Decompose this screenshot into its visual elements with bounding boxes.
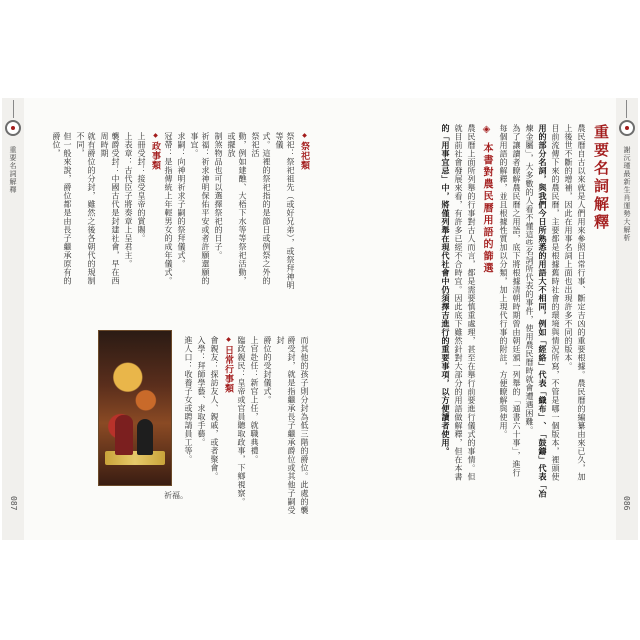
entry-line: 襲爵受封：中國古代是封建社會，早在西周時期: [100, 132, 120, 285]
entry-line: 爵位的受封儀式。: [263, 336, 272, 404]
worshipper-figure: [115, 415, 133, 455]
entry-line: 祭祀：祭祀祖先（或好兄弟），或祭拜神明等儀: [275, 132, 295, 290]
entry-line: 會親友：探訪友人、親戚，或者聚會。: [210, 336, 219, 481]
intro-line: 為了讓讀者瞭解農民曆之用語，底下將根據清朝時期曾由朝廷頒一列舉的「通書六十事」，進行: [512, 124, 521, 477]
entry-line: 式。這裡的祭祀指的是節日或例祭之外的祭祀活: [251, 132, 271, 285]
entry-line: 上冊受封：接受皇帝的賞賜。: [137, 132, 146, 243]
running-head: 謝沅瑾最新生肖運勢大解析: [623, 146, 631, 242]
intro-line: 每個用語的解釋，並且根據性質加以分類，加上現代行事的附註，方便瞭解與使用。: [499, 124, 508, 439]
entry-line: 求嗣：向神明祈求子嗣的祭拜儀式。: [177, 132, 186, 268]
left-margin-strip: [2, 98, 24, 540]
body-line: 的「用事宜忌」中，將僅列舉在現代社會中仍須擇吉進行的重要事項，以方便讀者使用。: [441, 124, 451, 456]
entry-line: 制煞物品也可以選擇祭祀的日子。: [214, 132, 223, 260]
worshipper-figure: [137, 419, 153, 455]
entry-line: 冠帶：是指傳統上年輕男女的成年儀式。: [164, 132, 173, 285]
double-diamond-icon: ◈: [481, 124, 492, 143]
intro-line: 農民曆自古以來就是人們用來參照日常行事、斷定吉凶的重要根據。農民曆的編纂由來已久，加: [577, 124, 586, 481]
entry-line: 入學：拜師學藝、求取手藝。: [197, 336, 206, 447]
margin-rule: [13, 100, 14, 118]
intro-line: 用的部分名詞，與我們今日所熟悉的用語大不相同，例如「經絡」代表「織布」、「鼓鑄」代表「冶: [538, 124, 548, 498]
margin-rule: [626, 100, 627, 118]
entry-line: 但一般來說，爵位都是由長子繼承原有的爵位，: [52, 132, 72, 285]
intro-line: 煉金屬」，大多數的人看不懂這些名詞所代表的事件，使用農民曆時就會遭遇困難。: [525, 124, 534, 435]
photo-caption: 祈福。: [164, 491, 188, 500]
prayer-photo: [98, 330, 172, 486]
running-head: 重要名詞解釋: [9, 146, 17, 194]
page-number: 086: [622, 495, 631, 510]
section-heading: [481, 124, 492, 514]
ornament-medallion-icon: [5, 120, 21, 136]
right-page: [320, 98, 638, 540]
body-line: 就目前社會發展來看，有許多已經不合時宜。因此底下雖然針對大部分的用語做解釋，但在本書: [454, 124, 463, 481]
category-heading: ◆ 日常行事類: [222, 336, 234, 516]
altar-shape: [105, 451, 165, 465]
entry-line: 爵受封，就是指繼承長子繼承爵位或其他子嗣受封: [276, 336, 296, 515]
entry-line: 上官赴任：新官上任，就職典禮。: [250, 336, 259, 464]
intro-line: 上後世不斷的增補，因此在用事名詞上面也出現許多不同的版本。: [564, 124, 573, 371]
body-line: 農民曆上面所列舉的行事對古人而言，都是需要慎重處理，甚至在舉行前要進行儀式的事情。但: [467, 124, 476, 481]
entry-line: 動，例如建醮、大梧下水等等祭祀活動，或擺放: [227, 132, 247, 285]
entry-line: 祈福：祈求神明保佑平安或者許願還願的事宜。: [190, 132, 210, 285]
entry-line: 而其他的孩子則分封為低三階的爵位。此處的襲: [300, 336, 309, 515]
right-margin-strip: [616, 98, 638, 540]
entry-line: 臨政親民：皇帝或官員聽取政事，下鄉視察。: [237, 336, 246, 506]
intro-line: 目前流傳下來的農民曆，主要都是根據舊時社會的環境與情況所寫，不管是哪一個版本，裡頭使: [551, 124, 560, 481]
ornament-medallion-icon: [619, 120, 635, 136]
category-block-bottom: [181, 336, 310, 516]
page-title: 重要名詞解釋: [592, 124, 610, 232]
entry-line: 就有爵位的分封，雖然之後各朝代的規制不同，: [76, 132, 96, 285]
main-text-block: [438, 124, 610, 514]
left-page: [2, 98, 321, 540]
page-number: 087: [9, 495, 18, 510]
category-heading: ◆ 政事類: [149, 132, 161, 292]
section-heading-text: 本書對農民曆用語的篩選: [481, 142, 492, 275]
entry-line: 進人口：收養子女或聘請員工等。: [184, 336, 193, 464]
category-block-top: [49, 132, 310, 292]
category-heading: ◆ 祭祀類: [298, 132, 310, 292]
entry-line: 上表章：古代臣子將奏章上呈君主。: [124, 132, 133, 268]
